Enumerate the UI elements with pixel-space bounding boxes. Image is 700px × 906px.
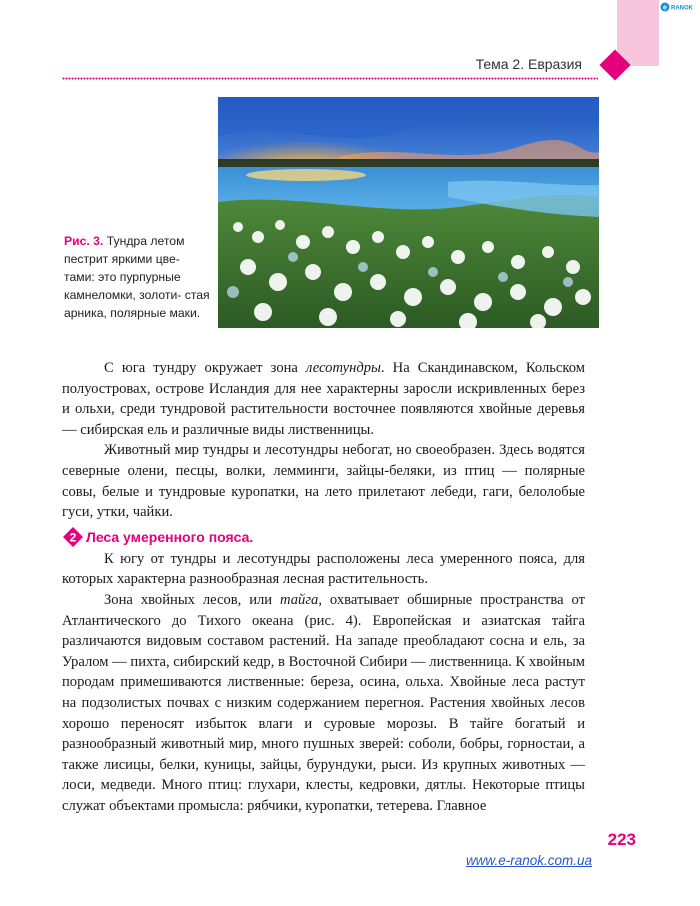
- intro-paragraph: Животный мир тундры и лесотундры небогат, но своеобразен. Здесь водятся северные олени, песцы, волки, лемминги, зайцы-беляки, из птиц — полярные совы, белые и тундровые куропатки, на лето прилетают лебеди, гаги, белолобые гуси, утки, чайки.: [62, 442, 586, 521]
- page-number: 223: [607, 830, 636, 849]
- header-dotted-rule: [62, 77, 598, 80]
- corner-tab: [617, 0, 659, 66]
- caption-text: Тундра летом пестрит яркими цве- тами: это пурпурные камнеломки, золоти- стая арника, полярные маки.: [64, 234, 210, 320]
- section-title: Леса умеренного пояса.: [86, 528, 254, 545]
- tundra-photo: [218, 97, 599, 328]
- forest-paragraph: Зона хвойных лесов, или тайга, охватывает обширные пространства от Атлантического до Тихого океана (рис. 4). Европейская и азиатская тайга различаются видовым составом растений. На западе преобладают сосна и ель, за Уралом — пихта, сибирский кедр, в Восточной Сибири — лиственница. К хвойным породам примешиваются лиственные: береза, осина, ольха. Хвойные леса растут на подзолистых почвах с низким содержанием перегноя. Растения хвойных лесов хорошо переносят избыток влаги и суровые морозы. В тайге богатый и разнообразный животный мир, много пушных зверей: соболи, бобры, горностаи, а также лисицы, белки, куницы, зайцы, бурундуки, рыси. Из крупных животных — лоси, медведи. Много птиц: глухари, клесты, кедровки, дятлы. Некоторые птицы служат объектами промысла: рябчики, куропатки, тетерева. Главное: [62, 591, 586, 814]
- chapter-title: Тема 2. Евразия: [475, 56, 582, 72]
- svg-text:RANOK: RANOK: [671, 5, 693, 12]
- forest-paragraph: К югу от тундры и лесотундры расположены леса умеренного пояса, для которых характерна разнообразная лесная растительность.: [62, 550, 585, 588]
- section-number: 2: [69, 530, 77, 545]
- intro-paragraph: С юга тундру окружает зона лесотундры. На Скандинавском, Кольском полуостровах, острове Исландия для нее характерны заросли искривленных берез и ольхи, среди тундровой растительности восточнее появляются хвойные деревья — сибирская ель и различные виды лиственницы.: [62, 360, 586, 438]
- website-link[interactable]: www.e-ranok.com.ua: [465, 853, 592, 868]
- figure-caption: [64, 232, 214, 322]
- main-text: [62, 358, 585, 816]
- figure-label: Рис. 3.: [64, 234, 104, 248]
- section-heading: [62, 527, 585, 549]
- publisher-logo: [660, 1, 700, 13]
- svg-text:e: e: [663, 4, 667, 12]
- section-number-badge: [63, 527, 83, 547]
